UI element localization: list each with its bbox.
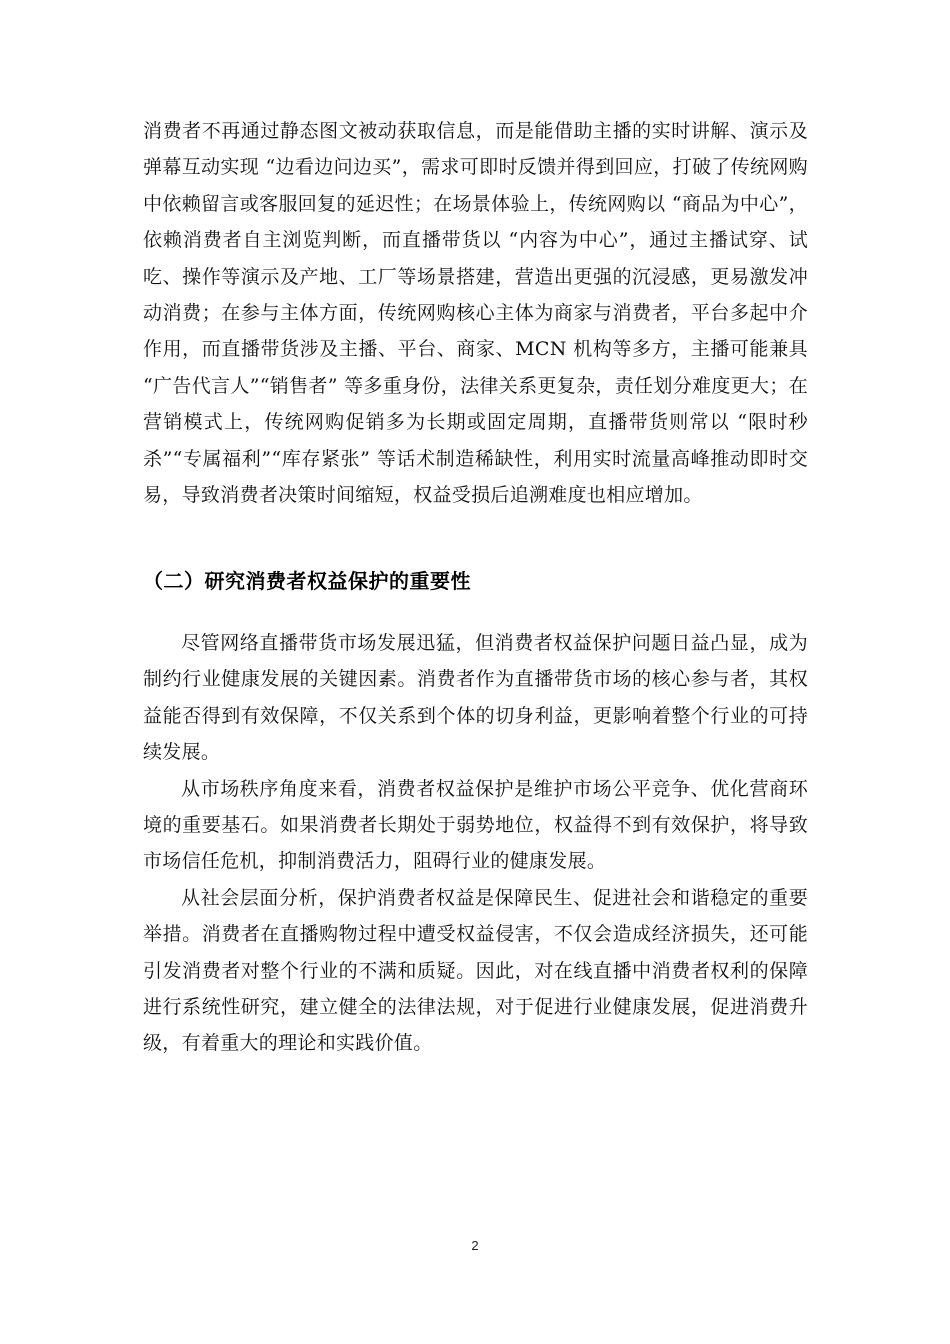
paragraph: 从市场秩序角度来看，消费者权益保护是维护市场公平竞争、优化营商环境的重要基石。如果消费者长期处于弱势地位，权益得不到有效保护，将导致市场信任危机，抑制消费活力，阻碍行业的健康发展。 (143, 777, 808, 873)
section-body (143, 625, 808, 1062)
continuation-paragraph: 消费者不再通过静态图文被动获取信息，而是能借助主播的实时讲解、演示及弹幕互动实现 “边看边问边买”，需求可即时反馈并得到回应，打破了传统网购中依赖留言或客服回复的延迟性；在场景体验上，传统网购以 “商品为中心”，依赖消费者自主浏览判断，而直播带货以 “内容为中心”，通过主播试穿、试吃、操作等演示及产地、工厂等场景搭建，营造出更强的沉浸感，更易激发冲动消费；在参与主体方面，传统网购核心主体为商家与消费者，平台多起中介作用，而直播带货涉及主播、平台、商家、MCN 机构等多方，主播可能兼具 “广告代言人”“销售者” 等多重身份，法律关系更复杂，责任划分难度更大；在营销模式上，传统网购促销多为长期或固定周期，直播带货则常以 “限时秒杀”“专属福利”“库存紧张” 等话术制造稀缺性，利用实时流量高峰推动即时交易，导致消费者决策时间缩短，权益受损后追溯难度也相应增加。 (143, 120, 808, 507)
paragraph: 从社会层面分析，保护消费者权益是保障民生、促进社会和谐稳定的重要举措。消费者在直播购物过程中遭受权益侵害，不仅会造成经济损失，还可能引发消费者对整个行业的不满和质疑。因此，对在线直播中消费者权利的保障进行系统性研究，建立健全的法律法规，对于促进行业健康发展，促进消费升级，有着重大的理论和实践价值。 (143, 886, 808, 1055)
paragraph: 尽管网络直播带货市场发展迅猛，但消费者权益保护问题日益凸显，成为制约行业健康发展的关键因素。消费者作为直播带货市场的核心参与者，其权益能否得到有效保障，不仅关系到个体的切身利益，更影响着整个行业的可持续发展。 (143, 632, 808, 764)
page-number: 2 (471, 1238, 479, 1253)
body-text-continued (143, 113, 808, 513)
section-heading: （二）研究消费者权益保护的重要性 (143, 569, 471, 593)
